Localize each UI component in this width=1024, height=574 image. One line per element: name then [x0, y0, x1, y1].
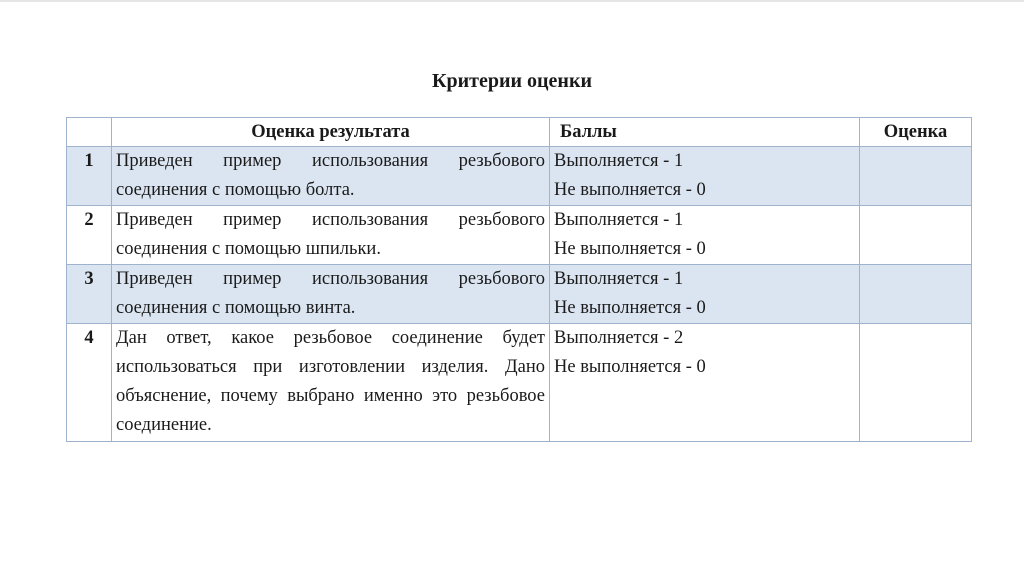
header-score: Баллы: [550, 118, 860, 147]
row-description: Приведен пример использования резьбового соединения с помощью винта.: [112, 265, 550, 324]
score-line: Не выполняется - 0: [554, 180, 706, 200]
row-description: Дан ответ, какое резьбовое соединение будет использоваться при изготовлении изделия. Дано объяснение, почему выбрано именно это резьбовое соединение.: [112, 324, 550, 442]
table-row: [67, 147, 972, 206]
score-line: Не выполняется - 0: [554, 298, 706, 318]
header-result: Оценка результата: [112, 118, 550, 147]
row-grade: [860, 324, 972, 442]
table-row: [67, 265, 972, 324]
row-score: [550, 206, 860, 265]
row-grade: [860, 147, 972, 206]
table-row: [67, 324, 972, 442]
score-line: Выполняется - 1: [554, 269, 684, 289]
score-line: Выполняется - 1: [554, 151, 684, 171]
score-line: Не выполняется - 0: [554, 239, 706, 259]
row-number: 3: [67, 265, 112, 324]
header-number: [67, 118, 112, 147]
row-grade: [860, 206, 972, 265]
row-grade: [860, 265, 972, 324]
table-header-row: [67, 118, 972, 147]
row-score: [550, 265, 860, 324]
row-number: 4: [67, 324, 112, 442]
row-number: 1: [67, 147, 112, 206]
score-line: Выполняется - 1: [554, 210, 684, 230]
page-title: Критерии оценки: [432, 70, 592, 92]
row-number: 2: [67, 206, 112, 265]
row-score: [550, 324, 860, 442]
row-score: [550, 147, 860, 206]
table-row: [67, 206, 972, 265]
score-line: Не выполняется - 0: [554, 357, 706, 377]
header-grade: Оценка: [860, 118, 972, 147]
top-divider: [0, 0, 1024, 2]
row-description: Приведен пример использования резьбового соединения с помощью болта.: [112, 147, 550, 206]
row-description: Приведен пример использования резьбового соединения с помощью шпильки.: [112, 206, 550, 265]
criteria-table: [66, 117, 972, 442]
score-line: Выполняется - 2: [554, 328, 684, 348]
